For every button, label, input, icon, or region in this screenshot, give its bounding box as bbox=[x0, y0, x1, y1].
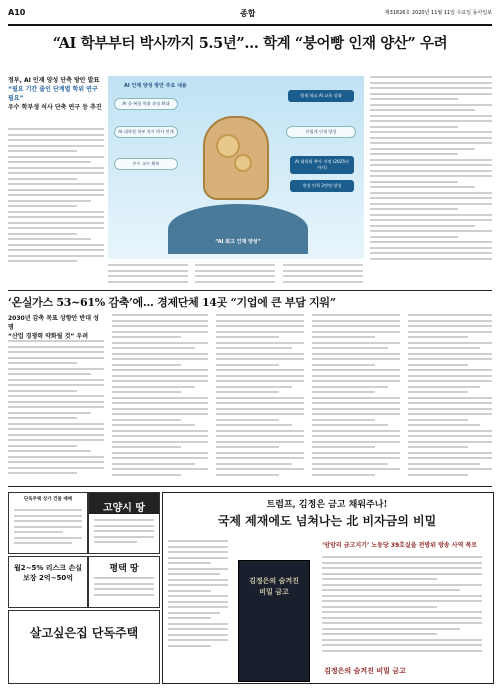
book-ad-subtitle: ‘암암리 금고지기’ 노동당 39호실을 전방위 방송 사역 폭로 bbox=[322, 542, 478, 549]
callout-3: 현장 인력 2만명 양성 bbox=[290, 180, 354, 192]
ads-divider bbox=[8, 486, 492, 487]
book-cover-title: 김정은의 숨겨진 비밀 금고 bbox=[249, 576, 299, 596]
ad-left-top bbox=[8, 492, 88, 554]
callout-2: AI 대학원 추가 지정 (2025년까지) bbox=[290, 156, 354, 174]
ad-left-promo bbox=[8, 556, 88, 608]
top-left-body-text bbox=[8, 128, 104, 262]
section2-headline: ‘온실가스 53~61% 감축’에… 경제단체 14곳 “기업에 큰 부담 지워” bbox=[8, 296, 336, 309]
ad-bottom-left-title: 살고싶은집 단독주택 bbox=[29, 626, 139, 640]
section2-col-5 bbox=[408, 314, 492, 480]
body-col-a bbox=[108, 264, 188, 284]
book-ad-title: 국제 제재에도 넘쳐나는 北 비자금의 비밀 bbox=[217, 514, 437, 528]
subhead-3: 우수 학부생 석사 단축 연구 등 추진 bbox=[8, 104, 102, 111]
gear-icon bbox=[234, 154, 252, 172]
subhead-1: 정부, AI 인재 양성 단축 방안 발표 bbox=[8, 77, 100, 84]
section2-col-3 bbox=[216, 314, 304, 480]
section2-col-4 bbox=[312, 314, 400, 480]
book-ad-body bbox=[322, 556, 482, 656]
ad-left-title: 단독주택 상가 건물 매매 bbox=[23, 497, 73, 502]
top-headline: “AI 학부부터 박사까지 5.5년”… 학계 “붕어빵 인재 양산” 우려 bbox=[52, 35, 448, 52]
top-right-body-text bbox=[370, 76, 492, 264]
bubble-3: 우수 교수 확보 bbox=[114, 158, 178, 170]
section2-subheads bbox=[8, 314, 104, 341]
bubble-1: AI 융·복합 학위 과정 확대 bbox=[114, 98, 178, 110]
page-number: A10 bbox=[8, 8, 26, 17]
subhead-2: “필요 기간 줄인 단계별 학위 연구 필요” bbox=[8, 86, 98, 102]
body-col-b bbox=[195, 264, 275, 284]
ad-left-promo-text: 월2~5% 리스크 손실보장 2억~50억 bbox=[13, 564, 83, 582]
masthead-date: 제31826호 2020년 11월 11일 수요일 동아일보 bbox=[384, 10, 492, 16]
bubble-2: AI 대학원 학부 석사 박사 연계 bbox=[114, 126, 178, 138]
section-label: 종합 bbox=[240, 9, 256, 18]
ad-pyeongtaek bbox=[88, 556, 160, 608]
ad-goyang bbox=[88, 492, 160, 554]
ai-illustration bbox=[108, 76, 364, 259]
book-ad-side-text bbox=[168, 540, 228, 670]
section2-subhead-2: “산업 경쟁력 약화될 것” 우려 bbox=[8, 333, 88, 340]
ad-goyang-title: 고양시 땅 bbox=[89, 493, 159, 514]
book-ad-bottom-line: 김정은의 숨겨진 비밀 금고 bbox=[324, 667, 406, 675]
book-cover bbox=[238, 560, 310, 682]
ground-shape bbox=[168, 204, 308, 254]
gear-icon bbox=[216, 134, 240, 158]
body-col-c bbox=[283, 264, 363, 284]
callout-1: 영재 학교 AI 교육 강화 bbox=[288, 90, 354, 102]
ad-pyeongtaek-title: 평택 땅 bbox=[109, 564, 139, 574]
bubble-4: 산업계 인재 양성 bbox=[286, 126, 356, 138]
section2-subhead-1: 2030년 감축 목표 상향안 반대 성명 bbox=[8, 315, 99, 331]
section2-col-1 bbox=[8, 340, 104, 480]
masthead bbox=[8, 8, 492, 26]
section2-col-2 bbox=[112, 314, 208, 480]
section-divider bbox=[8, 290, 492, 291]
illustration-title: AI 인재 양성 방안 주요 내용 bbox=[124, 83, 187, 89]
top-left-column bbox=[8, 76, 104, 112]
illustration-bottom-label: “AI 최고 인재 양성” bbox=[215, 239, 261, 245]
book-ad-top-line: 트럼프, 김정은 금고 채워주나! bbox=[266, 500, 388, 510]
ad-bottom-left bbox=[8, 610, 160, 684]
